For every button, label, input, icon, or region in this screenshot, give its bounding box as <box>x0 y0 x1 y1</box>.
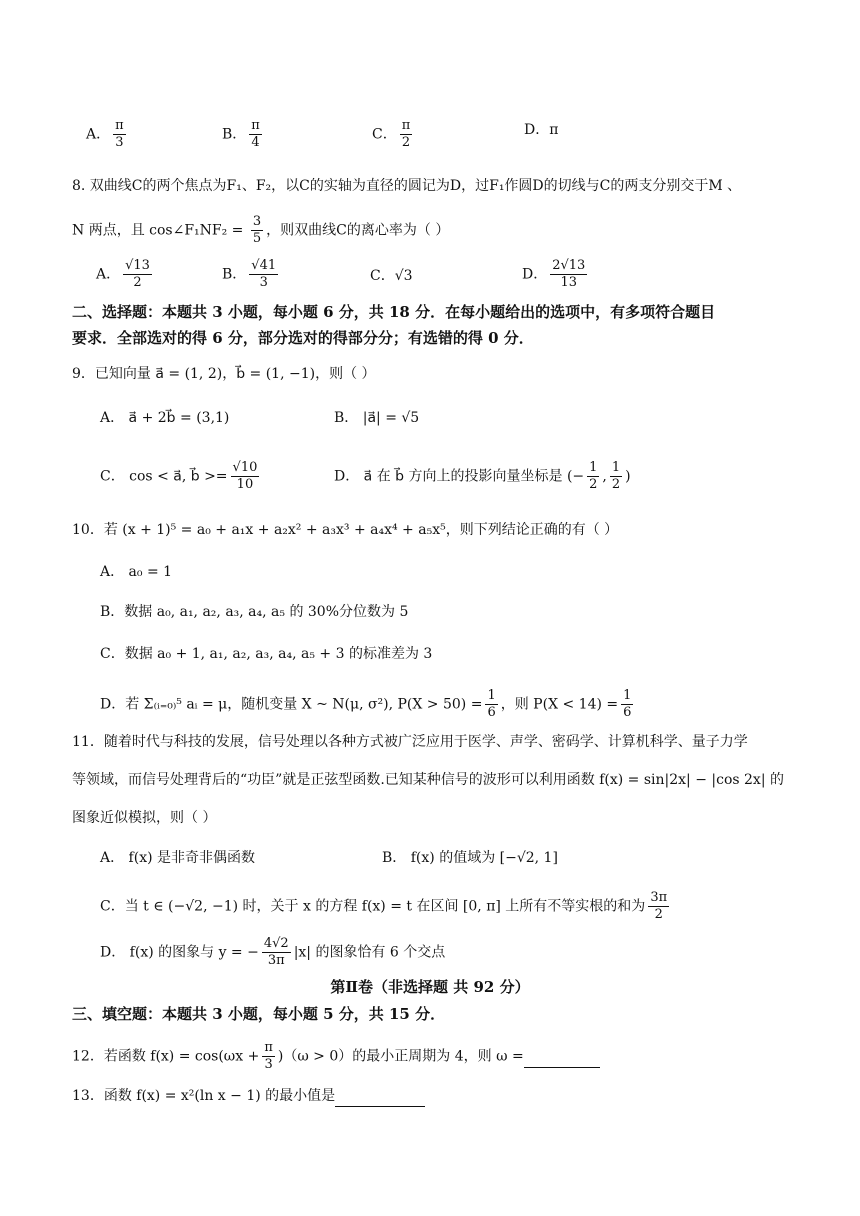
q7-option-a-fraction <box>113 118 126 151</box>
fraction-numerator: 1 <box>487 688 496 703</box>
fraction-denominator: 3 <box>264 1057 273 1072</box>
q11-option-c-text: C．当 t ∈ (−√2, −1) 时，关于 x 的方程 f(x) = t 在区间 [0, π] 上所有不等实根的和为 <box>100 898 646 915</box>
fraction-denominator: 6 <box>623 705 632 720</box>
q13-answer-blank[interactable] <box>335 1086 425 1107</box>
q8-option-a-label: A． <box>96 266 121 283</box>
q12-stem-text-end: )（ω > 0）的最小正周期为 4，则 ω = <box>277 1048 524 1065</box>
q10-stem: 10．若 (x + 1)⁵ = a₀ + a₁x + a₂x² + a₃x³ + a₄x⁴ + a₅x⁵，则下列结论正确的有（ ） <box>72 522 619 538</box>
q12-stem <box>72 1040 600 1073</box>
fraction-numerator: 4√2 <box>263 936 289 951</box>
fraction-numerator: π <box>115 118 124 133</box>
fraction-denominator: 4 <box>251 135 260 150</box>
fraction-numerator: √10 <box>232 460 258 475</box>
section3-header: 三、填空题：本题共 3 小题，每小题 5 分，共 15 分． <box>72 1005 446 1023</box>
fraction-numerator: 1 <box>589 460 598 475</box>
fraction-denominator: 3π <box>267 953 285 968</box>
q7-option-b-fraction <box>249 118 262 151</box>
q12-answer-blank[interactable] <box>524 1047 600 1068</box>
q9-option-d-close: ) <box>625 468 631 485</box>
fraction-denominator: 2 <box>611 477 621 492</box>
q13-stem-text: 13．函数 f(x) = x²(ln x − 1) 的最小值是 <box>72 1088 336 1104</box>
q10-option-b: B．数据 a₀, a₁, a₂, a₃, a₄, a₅ 的 30%分位数为 5 <box>100 604 409 620</box>
q9-option-a: A． a⃗ + 2b⃗ = (3,1) <box>100 410 230 426</box>
fraction-denominator: 6 <box>487 705 496 720</box>
q7-option-d: D．π <box>524 122 559 138</box>
fraction-denominator: 3 <box>115 135 124 150</box>
q10-option-a: A． a₀ = 1 <box>100 564 173 580</box>
q11-option-a: A． f(x) 是非奇非偶函数 <box>100 850 256 866</box>
q8-option-b <box>222 258 281 291</box>
q11-stem-line2: 等领域，而信号处理背后的“功臣”就是正弦型函数.已知某种信号的波形可以利用函数 f(x) = sin|2x| − |cos 2x| 的 <box>72 772 784 788</box>
q9-option-d-text: D． a⃗ 在 b⃗ 方向上的投影向量坐标是 (− <box>334 468 585 485</box>
q10-option-d-fraction1 <box>485 688 497 721</box>
q7-option-b <box>222 118 265 151</box>
fraction-numerator: π <box>264 1040 273 1055</box>
q10-option-d <box>100 688 636 721</box>
q8-stem-text: N 两点，且 cos∠F₁NF₂ = <box>72 222 248 239</box>
fraction-numerator: 1 <box>611 460 621 475</box>
q8-option-c <box>370 266 413 286</box>
q8-stem-text-end: ，则双曲线C的离心率为（ ） <box>266 222 450 239</box>
q10-option-d-mid: ，则 P(X < 14) = <box>500 696 619 713</box>
q8-option-d-fraction <box>550 258 587 291</box>
q7-option-c-label: C． <box>372 126 397 143</box>
q8-option-d <box>522 258 590 291</box>
q9-option-b: B． |a⃗| = √5 <box>334 410 420 426</box>
fraction-denominator: 2 <box>654 907 663 922</box>
q9-option-d-fraction1 <box>587 460 599 493</box>
q11-option-c <box>100 890 672 923</box>
fraction-numerator: √13 <box>125 258 150 273</box>
q9-option-c-fraction <box>231 460 260 493</box>
q9-stem: 9．已知向量 a⃗ = (1, 2)，b⃗ = (1, −1)，则（ ） <box>72 366 376 382</box>
q8-option-b-fraction <box>249 258 278 291</box>
q8-option-a <box>96 258 155 291</box>
q11-stem-line1: 11．随着时代与科技的发展，信号处理以各种方式被广泛应用于医学、声学、密码学、计算机科学、量子力学 <box>72 734 748 750</box>
q11-option-b: B． f(x) 的值域为 [−√2, 1] <box>382 850 558 866</box>
q9-option-d <box>334 460 631 493</box>
q13-stem <box>72 1086 425 1107</box>
q11-option-c-fraction <box>648 890 669 923</box>
q8-cos-fraction <box>251 214 263 247</box>
q12-stem-text: 12．若函数 f(x) = cos(ωx + <box>72 1048 260 1065</box>
fraction-denominator: 13 <box>560 275 578 290</box>
q8-option-c-value: √3 <box>394 268 413 284</box>
q8-stem-line2 <box>72 214 449 247</box>
fraction-denominator: 2 <box>133 275 142 290</box>
part2-title: 第Ⅱ卷（非选择题 共 92 分） <box>330 978 530 996</box>
q12-fraction <box>262 1040 275 1073</box>
q9-option-c-text: C． cos < a⃗, b⃗ >= <box>100 468 228 485</box>
q11-option-d-text: D． f(x) 的图象与 y = − <box>100 944 259 961</box>
q9-option-c <box>100 460 262 493</box>
section2-header-line1: 二、选择题：本题共 3 小题，每小题 6 分，共 18 分．在每小题给出的选项中，有多项符合题目 <box>72 303 716 321</box>
q8-option-a-fraction <box>123 258 152 291</box>
fraction-numerator: 3 <box>252 214 262 229</box>
q8-option-d-label: D． <box>522 266 548 283</box>
q9-option-d-fraction2 <box>610 460 622 493</box>
fraction-numerator: π <box>401 118 411 133</box>
q10-option-c: C．数据 a₀ + 1, a₁, a₂, a₃, a₄, a₅ + 3 的标准差为 3 <box>100 646 433 662</box>
q11-option-d-fraction <box>262 936 291 969</box>
section2-header-line2: 要求．全部选对的得 6 分，部分选对的得部分分；有选错的得 0 分． <box>72 329 534 347</box>
fraction-denominator: 10 <box>236 477 254 492</box>
fraction-denominator: 3 <box>259 275 268 290</box>
q8-stem-line1: 8. 双曲线C的两个焦点为F₁、F₂，以C的实轴为直径的圆记为D，过F₁作圆D的切线与C的两支分别交于M 、 <box>72 178 742 194</box>
q10-option-d-fraction2 <box>621 688 633 721</box>
q9-option-d-comma: , <box>602 468 607 485</box>
q11-stem-line3: 图象近似模拟，则（ ） <box>72 810 217 826</box>
q8-option-c-label: C． <box>370 268 395 284</box>
q11-option-d-text-end: |x| 的图象恰有 6 个交点 <box>293 944 446 961</box>
fraction-denominator: 2 <box>401 135 411 150</box>
q8-option-b-label: B． <box>222 266 247 283</box>
q7-option-c <box>372 118 415 151</box>
q7-option-c-fraction <box>400 118 413 151</box>
q7-option-a-label: A． <box>86 126 111 143</box>
fraction-numerator: 1 <box>623 688 632 703</box>
fraction-numerator: 3π <box>650 890 668 905</box>
fraction-denominator: 5 <box>252 231 262 246</box>
fraction-numerator: 2√13 <box>552 258 586 273</box>
q11-option-d <box>100 936 445 969</box>
fraction-numerator: π <box>251 118 260 133</box>
fraction-denominator: 2 <box>589 477 598 492</box>
q7-option-a <box>86 118 129 151</box>
fraction-numerator: √41 <box>251 258 277 273</box>
q7-option-b-label: B． <box>222 126 247 143</box>
q10-option-d-text: D．若 Σ₍ᵢ₌₀₎⁵ aᵢ = μ，随机变量 X ~ N(μ, σ²), P(X > 50) = <box>100 696 483 713</box>
